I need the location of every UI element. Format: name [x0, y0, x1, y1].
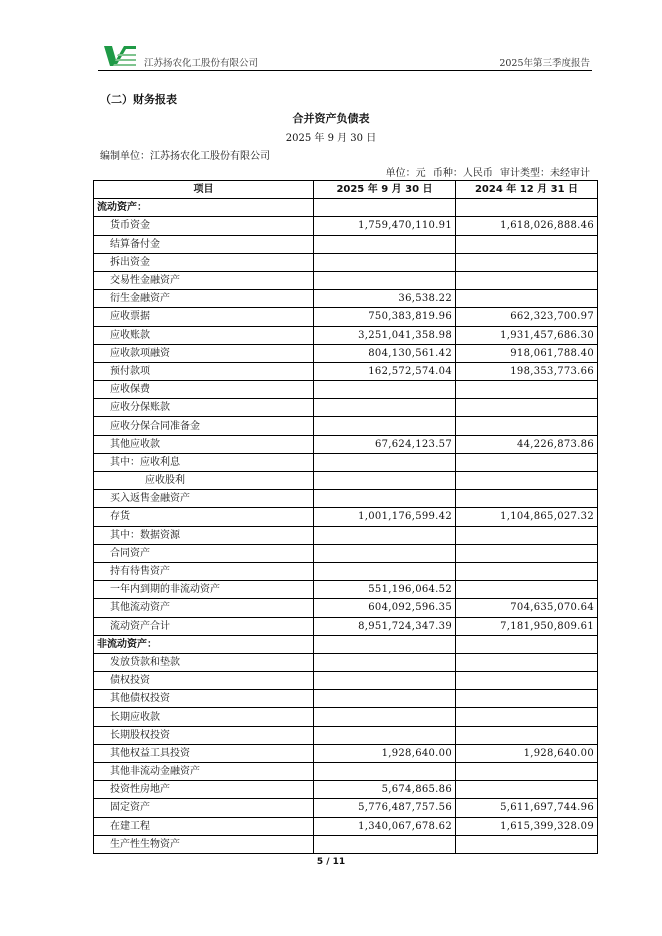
table-row [94, 653, 598, 671]
row-label: 流动资产合计 [94, 617, 314, 635]
table-row [94, 308, 598, 326]
value-prior-period: 662,323,700.97 [456, 308, 598, 326]
value-current-period [314, 544, 456, 562]
value-current-period [314, 490, 456, 508]
value-current-period: 551,196,064.52 [314, 581, 456, 599]
value-prior-period [456, 235, 598, 253]
value-prior-period: 1,618,026,888.46 [456, 217, 598, 235]
row-label: 应收账款 [94, 326, 314, 344]
value-current-period: 1,001,176,599.42 [314, 508, 456, 526]
table-row [94, 508, 598, 526]
table-row [94, 453, 598, 471]
value-current-period [314, 726, 456, 744]
value-current-period [314, 690, 456, 708]
value-current-period [314, 472, 456, 490]
value-current-period: 162,572,574.04 [314, 362, 456, 380]
value-prior-period [456, 708, 598, 726]
value-current-period: 604,092,596.35 [314, 599, 456, 617]
row-label: 应收保费 [94, 381, 314, 399]
table-section-row [94, 635, 598, 653]
value-prior-period [456, 453, 598, 471]
value-current-period: 750,383,819.96 [314, 308, 456, 326]
currency-units: 单位：元 币种：人民币 审计类型：未经审计 [385, 168, 590, 179]
row-label: 长期应收款 [94, 708, 314, 726]
compiling-entity: 编制单位：江苏扬农化工股份有限公司 [100, 151, 270, 162]
value-prior-period [456, 253, 598, 271]
value-current-period [314, 653, 456, 671]
column-header-item: 项目 [94, 181, 314, 199]
table-row [94, 799, 598, 817]
table-row [94, 253, 598, 271]
value-prior-period [456, 290, 598, 308]
row-label: 其他应收款 [94, 435, 314, 453]
company-logo-icon [102, 44, 138, 68]
page-number: 5 / 11 [316, 857, 346, 867]
value-prior-period [456, 381, 598, 399]
column-header-prior: 2024 年 12 月 31 日 [456, 181, 598, 199]
row-label: 合同资产 [94, 544, 314, 562]
row-label: 交易性金融资产 [94, 271, 314, 289]
row-label: 货币资金 [94, 217, 314, 235]
value-prior-period [456, 271, 598, 289]
page-header [98, 44, 592, 70]
value-current-period [314, 417, 456, 435]
value-prior-period: 5,611,697,744.96 [456, 799, 598, 817]
value-prior-period [456, 581, 598, 599]
table-body [94, 199, 598, 854]
row-label: 存货 [94, 508, 314, 526]
table-row [94, 526, 598, 544]
header-divider [98, 70, 592, 71]
value-current-period [314, 708, 456, 726]
table-row [94, 617, 598, 635]
value-prior-period: 1,615,399,328.09 [456, 817, 598, 835]
table-row [94, 381, 598, 399]
value-prior-period [456, 472, 598, 490]
value-prior-period: 198,353,773.66 [456, 362, 598, 380]
row-label: 持有待售资产 [94, 562, 314, 580]
statement-date: 2025 年 9 月 30 日 [285, 133, 377, 144]
row-label: 债权投资 [94, 672, 314, 690]
row-label: 固定资产 [94, 799, 314, 817]
value-current-period: 36,538.22 [314, 290, 456, 308]
table-row [94, 290, 598, 308]
table-row [94, 362, 598, 380]
row-label: 其他流动资产 [94, 599, 314, 617]
row-label: 结算备付金 [94, 235, 314, 253]
table-row [94, 344, 598, 362]
table-row [94, 472, 598, 490]
table-row [94, 435, 598, 453]
table-row [94, 708, 598, 726]
value-prior-period [456, 635, 598, 653]
value-prior-period [456, 199, 598, 217]
value-current-period [314, 199, 456, 217]
row-label: 其他非流动金融资产 [94, 763, 314, 781]
table-row [94, 781, 598, 799]
table-row [94, 399, 598, 417]
value-prior-period [456, 526, 598, 544]
table-row [94, 490, 598, 508]
value-current-period: 1,759,470,110.91 [314, 217, 456, 235]
table-row [94, 544, 598, 562]
table-row [94, 763, 598, 781]
table-row [94, 744, 598, 762]
table-row [94, 326, 598, 344]
row-label: 应收分保合同准备金 [94, 417, 314, 435]
statement-title: 合并资产负债表 [292, 112, 370, 125]
value-prior-period [456, 835, 598, 853]
row-label: 在建工程 [94, 817, 314, 835]
row-label: 投资性房地产 [94, 781, 314, 799]
row-label: 生产性生物资产 [94, 835, 314, 853]
table-section-row [94, 199, 598, 217]
header-company-name: 江苏扬农化工股份有限公司 [144, 58, 259, 69]
table-row [94, 417, 598, 435]
value-prior-period [456, 490, 598, 508]
table-row [94, 581, 598, 599]
value-current-period: 67,624,123.57 [314, 435, 456, 453]
table-row [94, 235, 598, 253]
row-label: 其中：数据资源 [94, 526, 314, 544]
row-label: 拆出资金 [94, 253, 314, 271]
row-label: 非流动资产： [94, 635, 314, 653]
value-current-period [314, 526, 456, 544]
table-row [94, 817, 598, 835]
row-label: 一年内到期的非流动资产 [94, 581, 314, 599]
row-label: 应收票据 [94, 308, 314, 326]
value-current-period [314, 253, 456, 271]
row-label: 买入返售金融资产 [94, 490, 314, 508]
header-report-title: 2025年第三季度报告 [499, 58, 590, 69]
section-title: （二）财务报表 [100, 93, 177, 106]
value-current-period [314, 835, 456, 853]
value-prior-period [456, 726, 598, 744]
row-label: 流动资产： [94, 199, 314, 217]
value-prior-period: 1,931,457,686.30 [456, 326, 598, 344]
value-current-period: 5,674,865.86 [314, 781, 456, 799]
row-label: 预付款项 [94, 362, 314, 380]
value-current-period [314, 235, 456, 253]
value-prior-period [456, 417, 598, 435]
value-current-period [314, 381, 456, 399]
value-prior-period: 44,226,873.86 [456, 435, 598, 453]
value-current-period: 1,928,640.00 [314, 744, 456, 762]
value-current-period: 8,951,724,347.39 [314, 617, 456, 635]
value-prior-period: 1,928,640.00 [456, 744, 598, 762]
value-prior-period [456, 562, 598, 580]
value-current-period: 5,776,487,757.56 [314, 799, 456, 817]
table-row [94, 599, 598, 617]
balance-sheet-table [93, 180, 598, 854]
value-prior-period: 1,104,865,027.32 [456, 508, 598, 526]
value-prior-period: 918,061,788.40 [456, 344, 598, 362]
column-header-current: 2025 年 9 月 30 日 [314, 181, 456, 199]
value-prior-period [456, 763, 598, 781]
value-current-period: 804,130,561.42 [314, 344, 456, 362]
row-label: 发放贷款和垫款 [94, 653, 314, 671]
value-prior-period [456, 399, 598, 417]
row-label: 其他债权投资 [94, 690, 314, 708]
table-row [94, 835, 598, 853]
value-current-period [314, 763, 456, 781]
value-prior-period [456, 653, 598, 671]
value-current-period: 1,340,067,678.62 [314, 817, 456, 835]
table-row [94, 672, 598, 690]
row-label: 衍生金融资产 [94, 290, 314, 308]
table-row [94, 271, 598, 289]
table-row [94, 690, 598, 708]
value-prior-period [456, 781, 598, 799]
row-label: 长期股权投资 [94, 726, 314, 744]
row-label: 其他权益工具投资 [94, 744, 314, 762]
value-current-period [314, 562, 456, 580]
value-current-period [314, 399, 456, 417]
row-label: 其中：应收利息 [94, 453, 314, 471]
table-row [94, 217, 598, 235]
value-prior-period: 704,635,070.64 [456, 599, 598, 617]
table-header-row [94, 181, 598, 199]
row-label: 应收款项融资 [94, 344, 314, 362]
table-row [94, 562, 598, 580]
value-prior-period [456, 544, 598, 562]
value-prior-period: 7,181,950,809.61 [456, 617, 598, 635]
value-prior-period [456, 672, 598, 690]
value-current-period [314, 672, 456, 690]
table-row [94, 726, 598, 744]
value-current-period [314, 635, 456, 653]
row-label: 应收分保账款 [94, 399, 314, 417]
row-label: 应收股利 [94, 472, 314, 490]
value-current-period [314, 271, 456, 289]
value-current-period: 3,251,041,358.98 [314, 326, 456, 344]
value-current-period [314, 453, 456, 471]
value-prior-period [456, 690, 598, 708]
